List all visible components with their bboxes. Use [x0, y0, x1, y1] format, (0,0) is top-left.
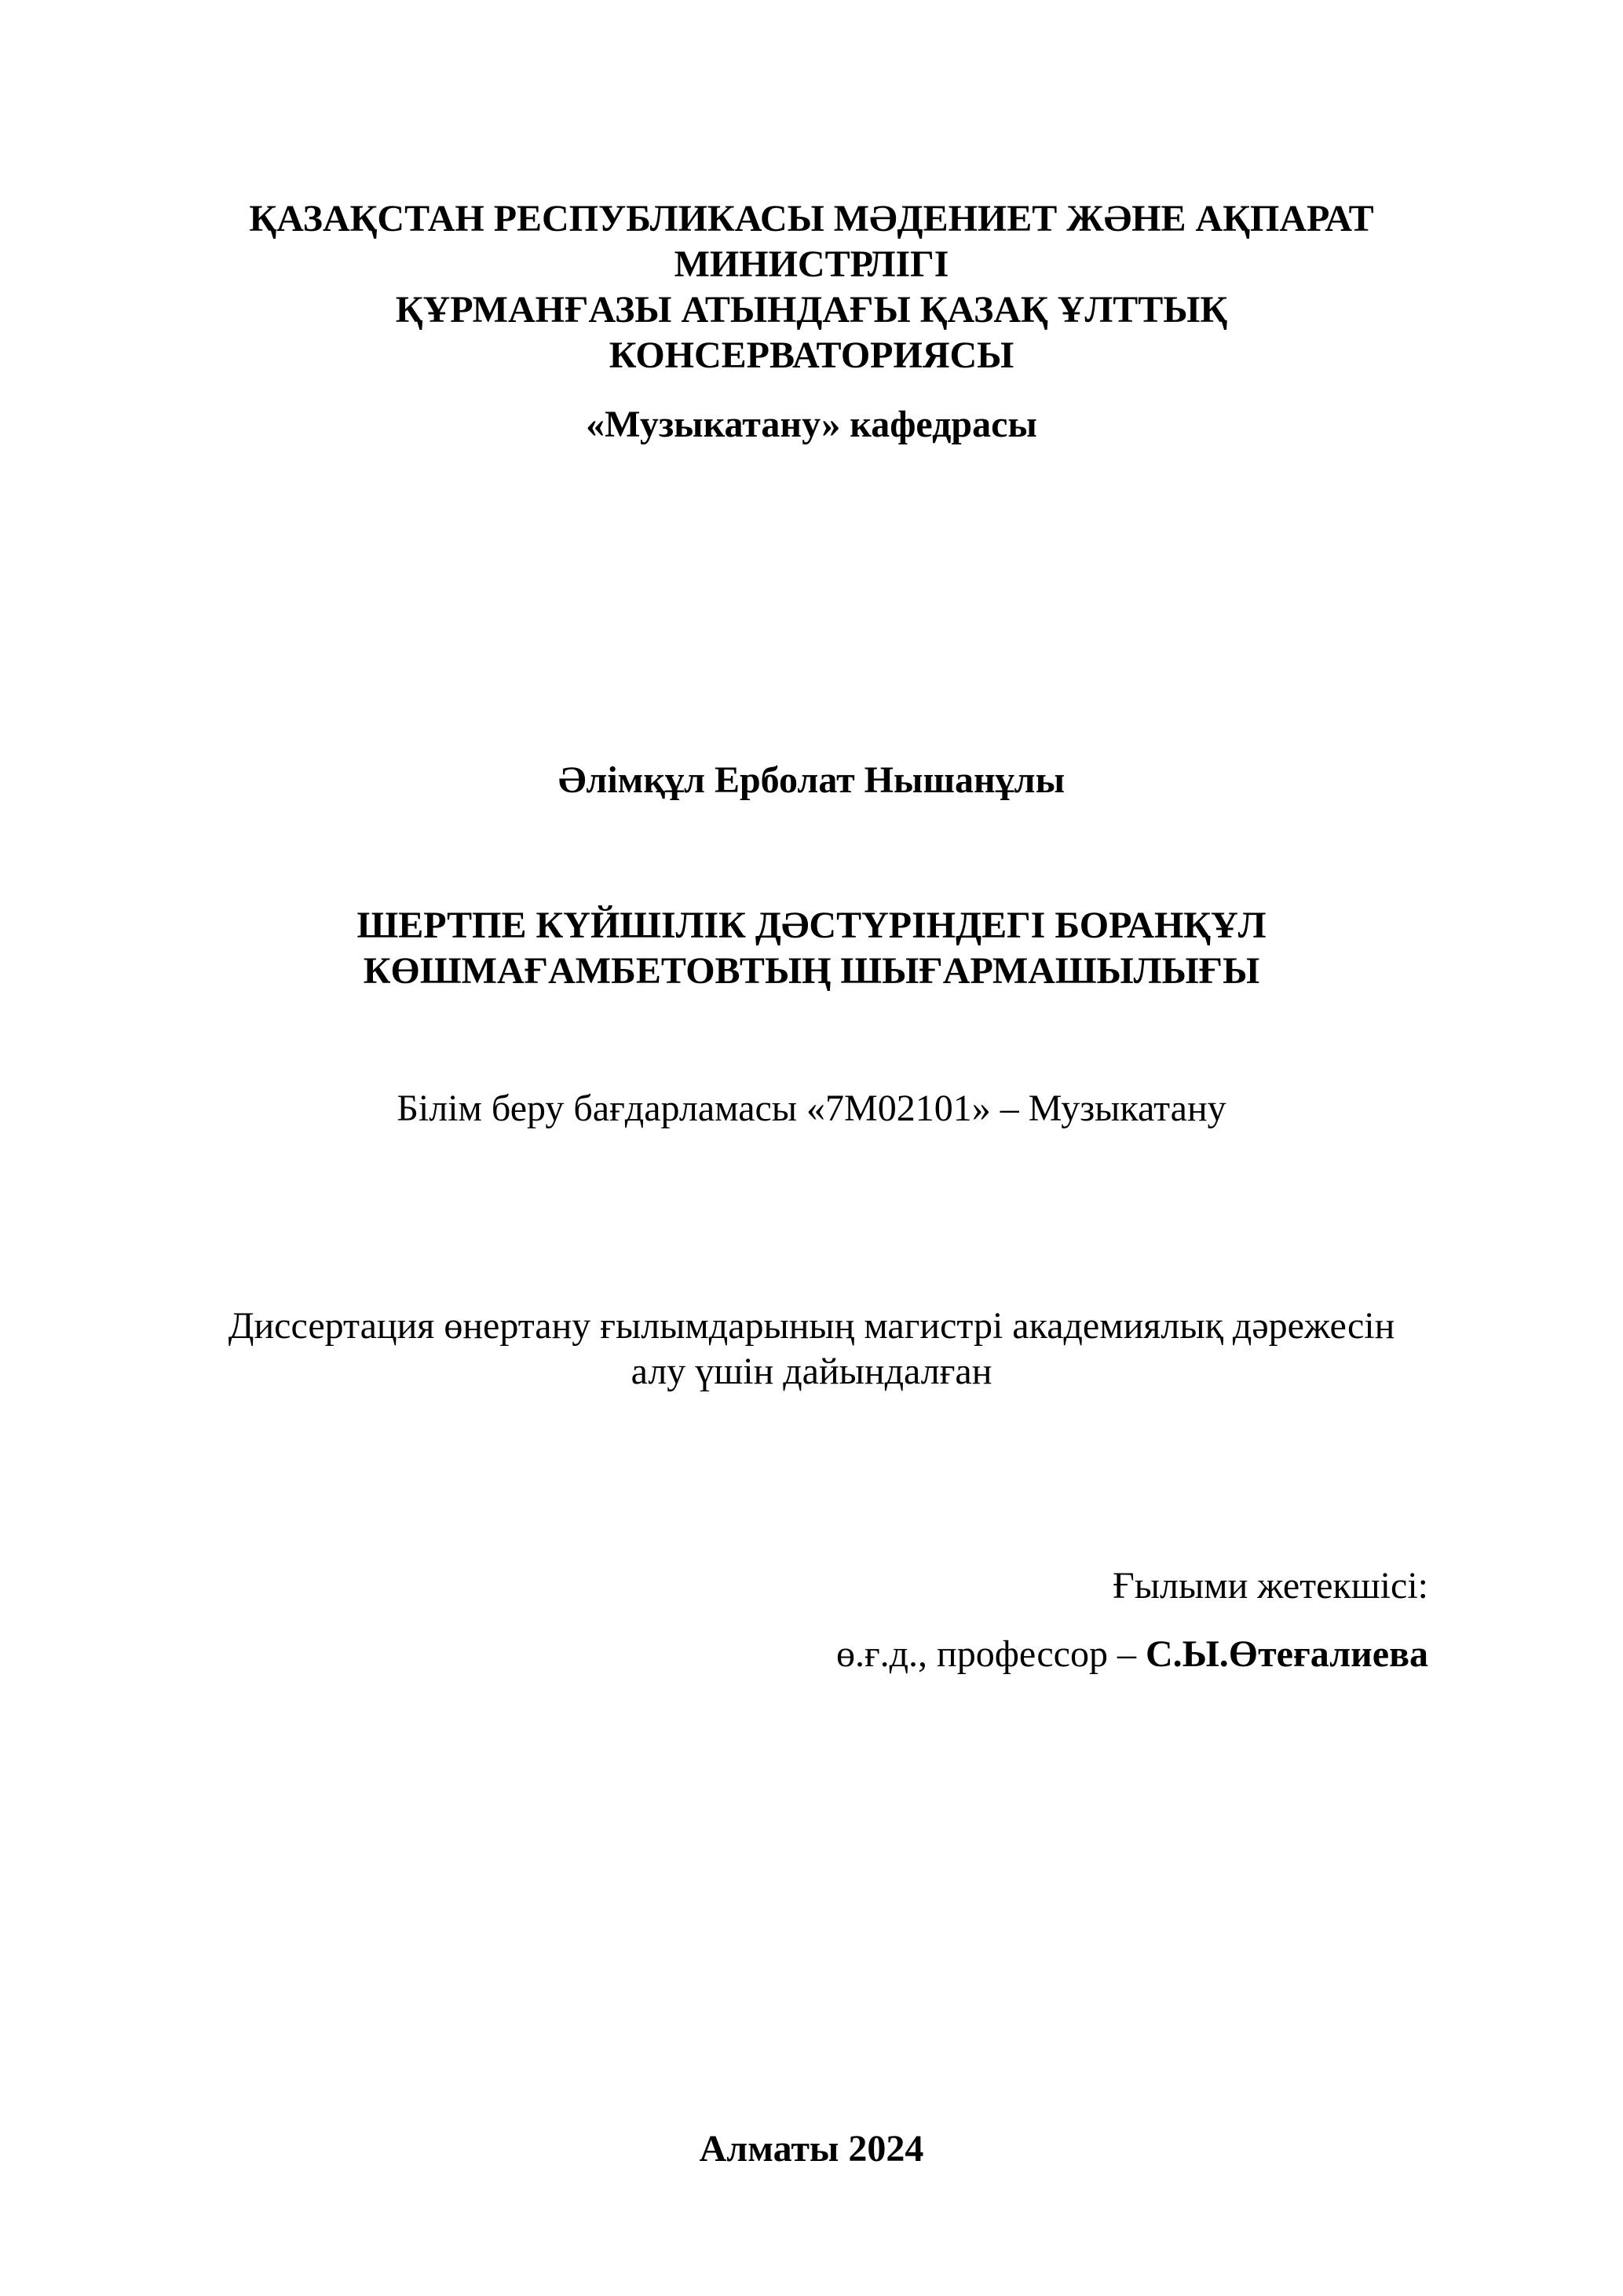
conservatory-line-2: КОНСЕРВАТОРИЯСЫ	[609, 335, 1014, 376]
supervisor-title: ө.ғ.д., профессор –	[835, 1633, 1146, 1675]
purpose-line-2: алу үшін дайындалған	[631, 1351, 992, 1392]
thesis-title-line-2: КӨШМАҒАМБЕТОВТЫҢ ШЫҒАРМАШЫЛЫҒЫ	[363, 950, 1260, 992]
supervisor-label: Ғылыми жетекшісі:	[1113, 1565, 1428, 1607]
thesis-title-line-1: ШЕРТПЕ КҮЙШІЛІК ДӘСТҮРІНДЕГІ БОРАНҚҰЛ	[356, 905, 1267, 946]
education-program: Білім беру бағдарламасы «7M02101» – Музыкатану	[397, 1088, 1226, 1129]
ministry-line-2: МИНИСТРЛІГІ	[674, 243, 949, 285]
city-year: Алматы 2024	[699, 2128, 924, 2170]
department-name: «Музыкатану» кафедрасы	[586, 404, 1037, 445]
conservatory-line-1: ҚҰРМАНҒАЗЫ АТЫНДАҒЫ ҚАЗАҚ ҰЛТТЫҚ	[395, 289, 1228, 331]
ministry-line-1: ҚАЗАҚСТАН РЕСПУБЛИКАСЫ МӘДЕНИЕТ ЖӘНЕ АҚПАРАТ	[249, 198, 1374, 239]
supervisor-line	[836, 1632, 1428, 1677]
purpose-line-1: Диссертация өнертану ғылымдарының магистрі академиялық дәрежесін	[228, 1305, 1395, 1347]
supervisor-name: С.Ы.Өтеғалиева	[1145, 1633, 1428, 1675]
author-name: Әлімқұл Ерболат Нышанұлы	[557, 759, 1066, 801]
